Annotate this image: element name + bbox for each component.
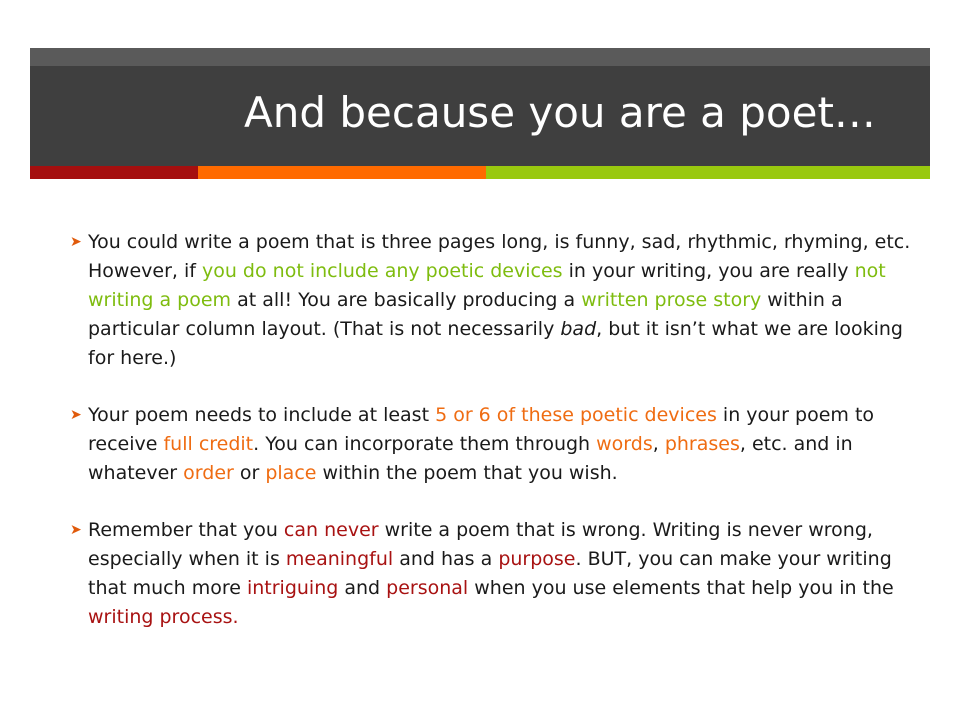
accent-stripe-orange <box>198 166 486 179</box>
arrow-bullet-icon: ➤ <box>70 522 82 538</box>
accent-stripe-red <box>30 166 198 179</box>
arrow-bullet-icon: ➤ <box>70 234 82 250</box>
highlight-text: meaningful <box>285 548 394 570</box>
highlight-text: purpose <box>498 548 576 570</box>
highlight-text: full credit <box>163 433 254 455</box>
bullet-text: and has a <box>393 548 499 570</box>
highlight-text: you do not include any poetic devices <box>201 260 563 282</box>
highlight-text: words <box>596 433 653 455</box>
accent-stripe-green <box>486 166 930 179</box>
highlight-text: written prose story <box>581 289 762 311</box>
highlight-text: writing process. <box>88 606 239 628</box>
bullet-text: in your writing, you are really <box>562 260 855 282</box>
bullet-text: in your poem to receive <box>88 404 875 455</box>
bullet-text: within the poem that you wish. <box>316 462 618 484</box>
highlight-text: intriguing <box>246 577 339 599</box>
slide-body <box>70 228 930 660</box>
bullet-text: , etc. and in whatever <box>88 433 853 484</box>
highlight-text: phrases <box>664 433 740 455</box>
bullet-text: , <box>652 433 665 455</box>
title-bar-top-strip <box>30 48 930 66</box>
bullet-text: write a poem that is wrong. Writing is never wrong, especially when it is <box>88 519 873 570</box>
slide-title: And because you are a poet… <box>244 88 876 137</box>
bullet-item-2 <box>70 401 930 488</box>
bullet-item-1 <box>70 228 930 373</box>
highlight-text: place <box>265 462 317 484</box>
bullet-item-3 <box>70 516 930 632</box>
bullet-text: . You can incorporate them through <box>253 433 597 455</box>
bullet-text: when you use elements that help you in the <box>468 577 894 599</box>
bullet-text: at all! You are basically producing a <box>231 289 582 311</box>
bullet-text: Remember that you <box>88 519 284 541</box>
highlight-text: order <box>183 462 234 484</box>
highlight-text: not writing a poem <box>88 260 886 311</box>
highlight-text: personal <box>386 577 469 599</box>
arrow-bullet-icon: ➤ <box>70 407 82 423</box>
highlight-text: can never <box>283 519 379 541</box>
bullet-text: . BUT, you can make your writing that much more <box>88 548 892 599</box>
highlight-text: 5 or 6 of these poetic devices <box>435 404 717 426</box>
bullet-text: and <box>338 577 387 599</box>
bullet-text: within a particular column layout. (That is not necessarily <box>88 289 843 340</box>
emphasis-text: bad <box>560 318 597 340</box>
bullet-text: or <box>233 462 266 484</box>
bullet-text: You could write a poem that is three pages long, is funny, sad, rhythmic, rhyming, etc. However, if <box>88 231 911 282</box>
bullet-text: , but it isn’t what we are looking for here.) <box>88 318 903 369</box>
bullet-text: Your poem needs to include at least <box>88 404 436 426</box>
